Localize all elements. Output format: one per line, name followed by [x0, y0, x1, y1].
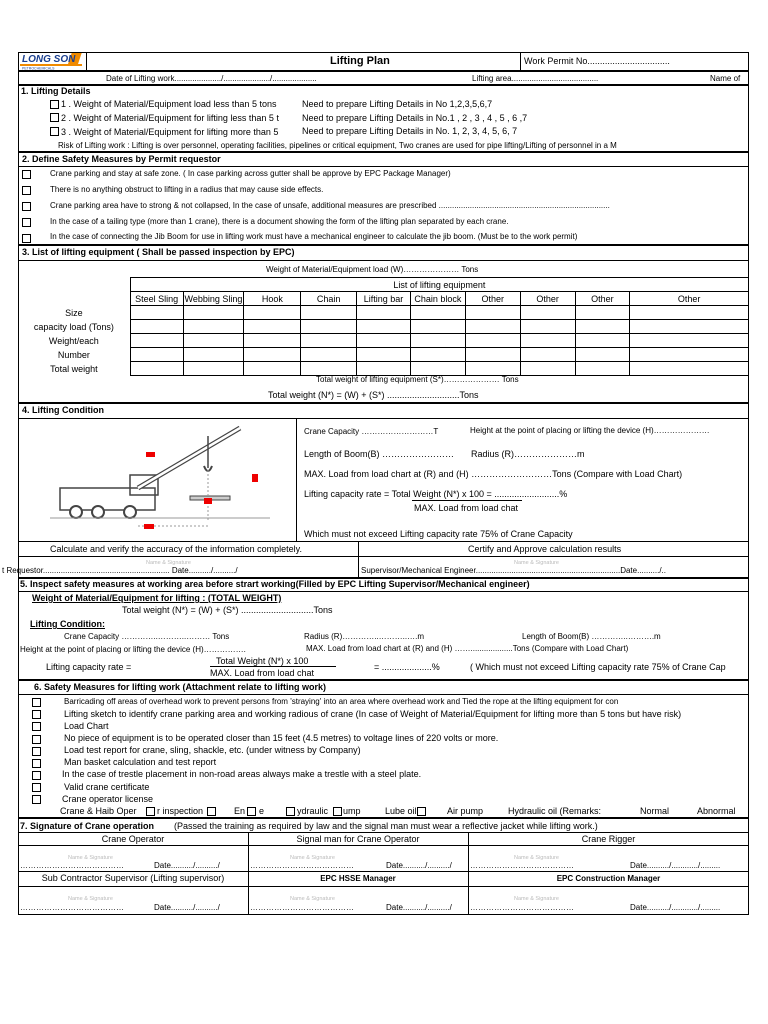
svg-text:PETROCHEMICALS: PETROCHEMICALS: [22, 66, 55, 70]
total-equipment-line: Total weight of lifting equipment (S*)………………… Tons: [316, 375, 519, 384]
s6-checkbox-3[interactable]: [32, 722, 41, 731]
s6-checkbox-6[interactable]: [32, 759, 41, 768]
inspection-checkbox-3[interactable]: [247, 807, 256, 816]
s6-checkbox-1[interactable]: [32, 698, 41, 707]
section-3-heading: 3. List of lifting equipment ( Shall be passed inspection by EPC): [22, 247, 295, 257]
capacity-rate-field[interactable]: Lifting capacity rate = Total Weight (N*) x 100 = ..........................%: [304, 489, 568, 499]
load-weight-line: Weight of Material/Equipment load (W)………………… Tons: [266, 265, 479, 274]
construction-manager-date[interactable]: Date........../............/.........: [630, 903, 721, 912]
table-row: Total weight: [18, 362, 749, 376]
subcontractor-signature[interactable]: …………………………………: [20, 903, 124, 912]
construction-manager-signature[interactable]: …………………………………: [470, 903, 574, 912]
inspection-checkbox-4[interactable]: [286, 807, 295, 816]
s5-max-load-field[interactable]: MAX. Load from load chart at (R) and (H) ……...................Tons (Compare with Load Chart): [306, 644, 629, 653]
calc-verify-label: Calculate and verify the accuracy of the information completely.: [50, 544, 302, 554]
s2-checkbox-1[interactable]: [22, 170, 31, 179]
lifting-area-field[interactable]: Lifting area.......................................: [472, 74, 599, 83]
section-4-heading: 4. Lifting Condition: [22, 405, 104, 415]
s5-boom-field[interactable]: Length of Boom(B) …………..……….m: [522, 632, 661, 641]
inspection-checkbox-6[interactable]: [417, 807, 426, 816]
inspection-checkbox-5[interactable]: [333, 807, 342, 816]
s5-radius-field[interactable]: Radius (R)…………..………..….m: [304, 632, 425, 641]
crane-operator-signature[interactable]: …………………………………: [20, 861, 124, 870]
work-permit-field[interactable]: Work Permit No.................................: [524, 56, 670, 66]
section-1-heading: 1. Lifting Details: [21, 86, 91, 96]
s5-crane-capacity-field[interactable]: Crane Capacity …………..………..……… Tons: [64, 632, 230, 641]
total-weight-line: Total weight (N*) = (W) + (S*) .............................Tons: [268, 390, 479, 400]
crane-operator-date[interactable]: Date........../........../: [154, 861, 220, 870]
signal-man-signature[interactable]: …………………………………: [250, 861, 354, 870]
inspection-checkbox-2[interactable]: [207, 807, 216, 816]
s6-checkbox-9[interactable]: [32, 795, 41, 804]
s5-rate-result-field[interactable]: = ....................%: [374, 662, 440, 672]
subcontractor-date[interactable]: Date........../........../: [154, 903, 220, 912]
s1-checkbox-3[interactable]: [50, 127, 59, 136]
section-6-heading: 6. Safety Measures for lifting work (Attachment relate to lifting work): [34, 682, 327, 692]
svg-text:LONG SON: LONG SON: [22, 54, 76, 65]
s1-checkbox-2[interactable]: [50, 113, 59, 122]
hsse-manager-signature[interactable]: …………………………………: [250, 903, 354, 912]
section-2-heading: 2. Define Safety Measures by Permit requestor: [22, 154, 221, 164]
s5-height-field[interactable]: Height at the point of placing or lifting the device (H)…………….: [20, 645, 246, 654]
risk-note: Risk of Lifting work : Lifting is over personnel, operating facilities, pipelines or critical equipment, Two cranes are used for pipe lifting/Lifting of personnel in a M: [58, 141, 617, 150]
height-point-field[interactable]: Height at the point of placing or lifting the device (H)…………………: [470, 426, 710, 435]
boom-length-field[interactable]: Length of Boom(B) ……………………: [304, 449, 455, 459]
supervisor-signature-line[interactable]: Supervisor/Mechanical Engineer.................................................................Date........../..: [361, 566, 666, 575]
form-title: Lifting Plan: [330, 55, 390, 67]
max-load-field[interactable]: MAX. Load from load chart at (R) and (H) ………………………Tons (Compare with Load Chart): [304, 469, 683, 479]
date-of-lifting-field[interactable]: Date of Lifting work...................../...................../....................: [106, 74, 317, 83]
certify-label: Certify and Approve calculation results: [468, 544, 622, 554]
s6-checkbox-4[interactable]: [32, 735, 41, 744]
not-exceed-note: Which must not exceed Lifting capacity rate 75% of Crane Capacity: [304, 529, 573, 539]
name-of-field[interactable]: Name of: [710, 74, 741, 83]
crane-capacity-field[interactable]: Crane Capacity ………………………T: [304, 427, 439, 436]
s2-checkbox-5[interactable]: [22, 234, 31, 243]
signal-man-date[interactable]: Date........../........../: [386, 861, 452, 870]
section-7-heading: 7. Signature of Crane operation: [20, 821, 155, 831]
hsse-manager-date[interactable]: Date........../........../: [386, 903, 452, 912]
s2-checkbox-4[interactable]: [22, 218, 31, 227]
s2-checkbox-3[interactable]: [22, 202, 31, 211]
crane-rigger-date[interactable]: Date........../............/.........: [630, 861, 721, 870]
inspection-checkbox-1[interactable]: [146, 807, 155, 816]
section-5-heading: 5. Inspect safety measures at working area before strart working(Filled by EPC Lifting Supervisor/Mechanical engineer): [20, 579, 530, 589]
table-row: Size: [18, 306, 749, 320]
s6-checkbox-5[interactable]: [32, 747, 41, 756]
s5-total-weight-field[interactable]: Total weight (N*) = (W) + (S*) .............................Tons: [122, 605, 333, 615]
s1-checkbox-1[interactable]: [50, 100, 59, 109]
lifting-equipment-table: List of lifting equipment Steel Sling Webbing Sling Hook Chain Lifting bar Chain block Other Other Other Other Size capacity load (Tons) Weight/each Number Total weight: [18, 277, 749, 376]
s6-checkbox-2[interactable]: [32, 710, 41, 719]
table-row: Weight/each: [18, 334, 749, 348]
radius-field[interactable]: Radius (R)…………………m: [471, 449, 585, 459]
list-title: List of lifting equipment: [130, 278, 748, 292]
crane-diagram: [40, 420, 280, 538]
crane-rigger-signature[interactable]: …………………………………: [470, 861, 574, 870]
s6-checkbox-7[interactable]: [32, 771, 41, 780]
s2-checkbox-2[interactable]: [22, 186, 31, 195]
requestor-signature-line[interactable]: t Requestor......................................................... Date........../........../: [2, 566, 238, 575]
table-row: Number: [18, 348, 749, 362]
table-row: capacity load (Tons): [18, 320, 749, 334]
s6-checkbox-8[interactable]: [32, 783, 41, 792]
